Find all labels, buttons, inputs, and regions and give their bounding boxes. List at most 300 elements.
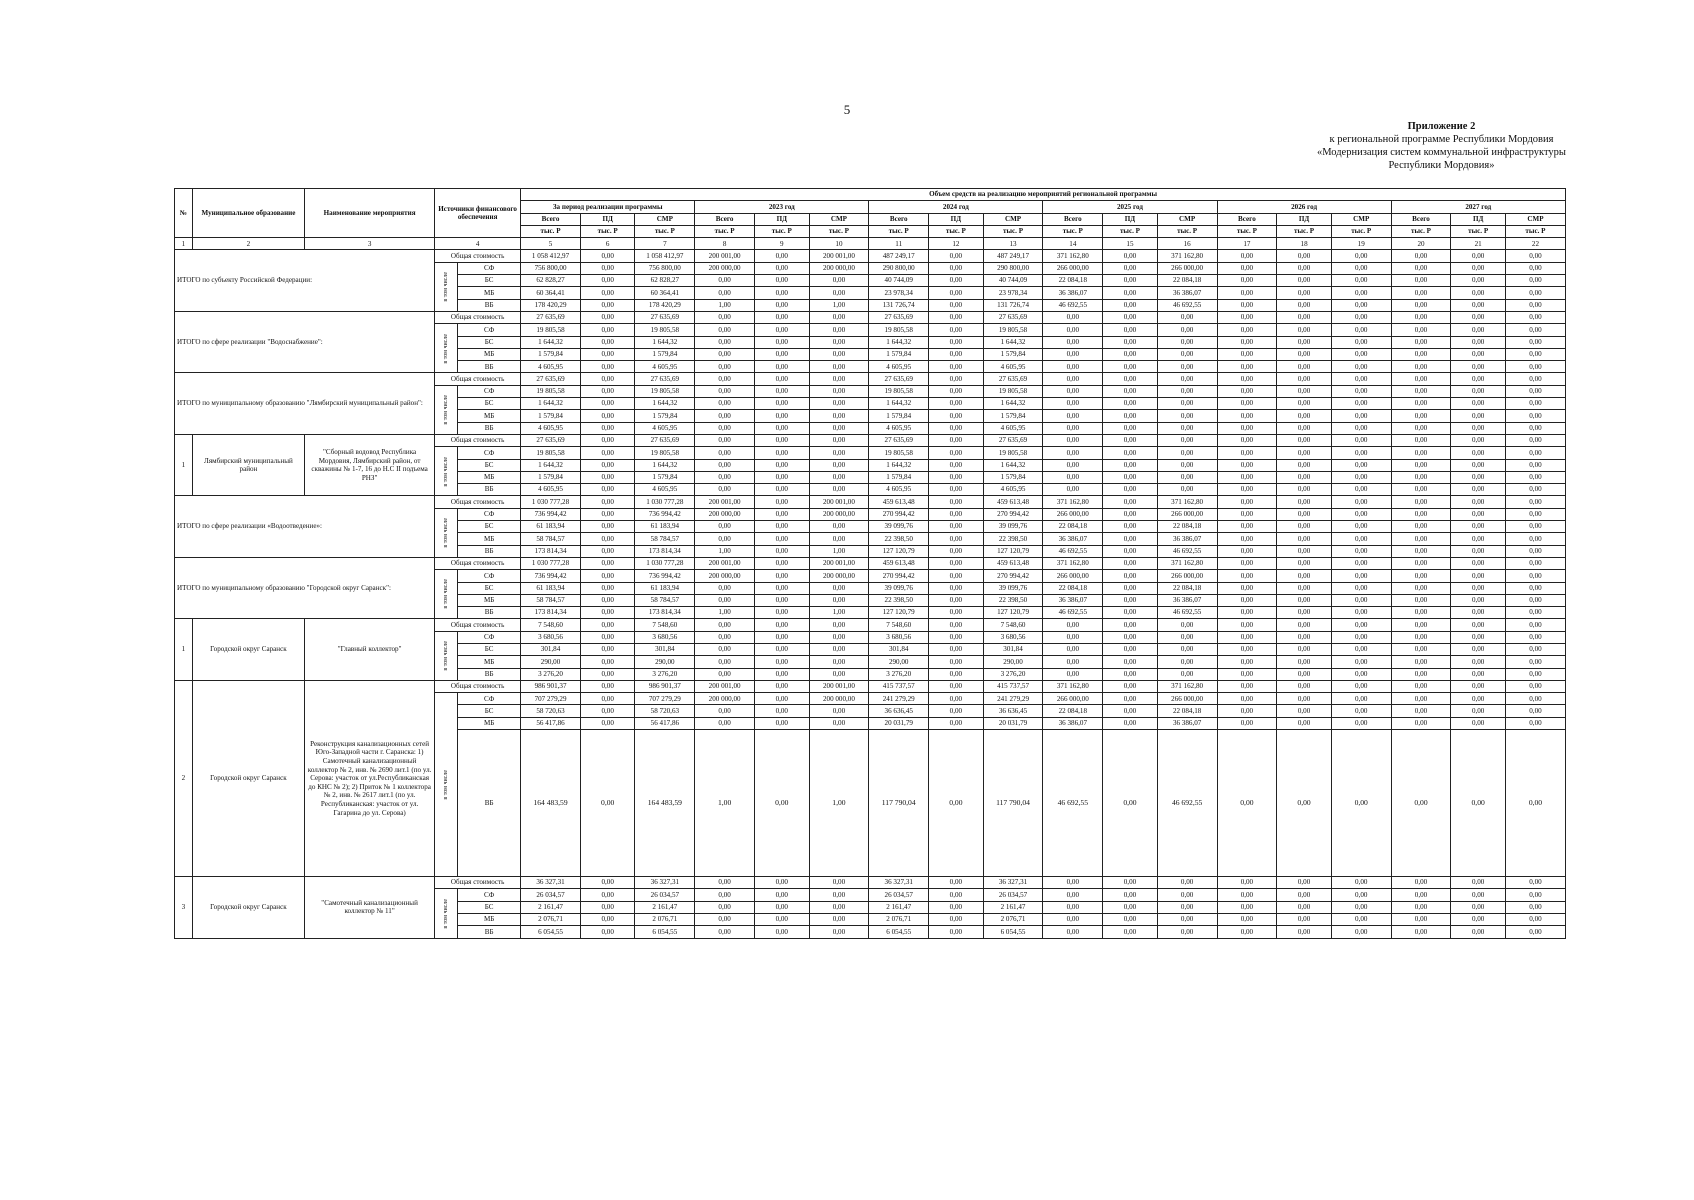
value-cell: 0,00 [1505, 545, 1565, 557]
value-cell: 60 364,41 [635, 287, 695, 299]
incl-label [435, 631, 458, 680]
value-cell: 39 099,76 [869, 582, 929, 594]
value-cell: 0,00 [1043, 643, 1103, 655]
value-cell: 36 386,07 [1157, 594, 1217, 606]
value-cell: 0,00 [809, 336, 869, 348]
value-cell: 1 644,32 [635, 336, 695, 348]
value-cell: 0,00 [1157, 631, 1217, 643]
incl-label-text: в том числе [443, 395, 450, 425]
value-cell: 0,00 [1277, 398, 1332, 410]
value-cell: 0,00 [1277, 889, 1332, 901]
source-label: МБ [458, 656, 521, 668]
period-header: За период реализации программы [521, 201, 695, 213]
value-cell: 0,00 [809, 656, 869, 668]
value-cell: 0,00 [1043, 398, 1103, 410]
value-cell: 459 613,48 [983, 496, 1043, 508]
value-cell: 270 994,42 [869, 570, 929, 582]
value-cell: 0,00 [1331, 877, 1391, 889]
value-cell: 266 000,00 [1043, 570, 1103, 582]
source-label: СФ [458, 262, 521, 274]
value-cell: 266 000,00 [1157, 508, 1217, 520]
value-cell: 0,00 [695, 643, 755, 655]
value-cell: 301,84 [521, 643, 581, 655]
value-cell: 0,00 [1391, 693, 1451, 705]
value-cell: 0,00 [755, 324, 810, 336]
value-cell: 0,00 [580, 373, 635, 385]
value-cell: 0,00 [1331, 901, 1391, 913]
value-cell: 0,00 [1505, 410, 1565, 422]
value-cell: 0,00 [580, 668, 635, 680]
value-cell: 371 162,80 [1157, 557, 1217, 569]
value-cell: 0,00 [809, 459, 869, 471]
incl-label [435, 385, 458, 434]
value-cell: 0,00 [1451, 889, 1506, 901]
value-cell: 0,00 [1103, 385, 1158, 397]
value-cell: 0,00 [809, 889, 869, 901]
value-cell: 0,00 [1277, 311, 1332, 323]
value-cell: 0,00 [1451, 434, 1506, 446]
value-cell: 0,00 [1277, 730, 1332, 877]
value-cell: 0,00 [929, 643, 984, 655]
value-cell: 0,00 [1043, 877, 1103, 889]
value-cell: 62 828,27 [521, 275, 581, 287]
incl-label-text: в том числе [443, 579, 450, 610]
value-cell: 0,00 [1103, 398, 1158, 410]
value-cell: 58 720,63 [635, 705, 695, 717]
source-label: МБ [458, 471, 521, 483]
value-cell: 1,00 [809, 299, 869, 311]
value-cell: 6 054,55 [983, 926, 1043, 938]
value-cell: 0,00 [1157, 656, 1217, 668]
value-cell: 0,00 [1103, 496, 1158, 508]
value-cell: 0,00 [755, 656, 810, 668]
incl-label-text: в том числе [443, 769, 450, 800]
value-cell: 0,00 [1451, 250, 1506, 262]
value-cell: 0,00 [929, 398, 984, 410]
column-number: 6 [580, 238, 635, 250]
value-cell: 0,00 [580, 693, 635, 705]
value-cell: 0,00 [1451, 545, 1506, 557]
source-label: МБ [458, 594, 521, 606]
value-cell: 0,00 [1277, 250, 1332, 262]
value-cell: 0,00 [929, 557, 984, 569]
value-cell: 0,00 [1451, 361, 1506, 373]
value-cell: 22 084,18 [1157, 275, 1217, 287]
municipality-name: Городской округ Саранск [192, 619, 304, 680]
value-cell: 0,00 [1277, 275, 1332, 287]
unit-header: тыс. Р [635, 225, 695, 237]
value-cell: 0,00 [929, 262, 984, 274]
value-cell: 0,00 [1451, 877, 1506, 889]
value-cell: 1 579,84 [521, 348, 581, 360]
value-cell: 0,00 [1043, 631, 1103, 643]
incl-label-text: в том числе [443, 456, 450, 487]
unit-header: тыс. Р [1451, 225, 1506, 237]
column-number: 8 [695, 238, 755, 250]
value-cell: 19 805,58 [983, 324, 1043, 336]
value-cell: 371 162,80 [1043, 496, 1103, 508]
value-cell: 0,00 [755, 607, 810, 619]
value-cell: 0,00 [755, 484, 810, 496]
value-cell: 0,00 [1277, 656, 1332, 668]
value-cell: 0,00 [580, 385, 635, 397]
value-cell: 0,00 [1391, 913, 1451, 925]
value-cell: 459 613,48 [869, 496, 929, 508]
value-cell: 200 001,00 [695, 496, 755, 508]
value-cell: 200 000,00 [809, 262, 869, 274]
value-cell: 0,00 [1103, 250, 1158, 262]
table-row [175, 557, 1566, 569]
col-measure-header: Наименование мероприятия [305, 189, 435, 238]
value-cell: 0,00 [1505, 570, 1565, 582]
value-cell: 0,00 [1217, 361, 1277, 373]
value-cell: 0,00 [1157, 410, 1217, 422]
value-cell: 0,00 [1505, 668, 1565, 680]
value-cell: 0,00 [755, 619, 810, 631]
value-cell: 371 162,80 [1043, 680, 1103, 692]
value-cell: 0,00 [929, 668, 984, 680]
value-cell: 0,00 [1277, 262, 1332, 274]
value-cell: 1,00 [695, 299, 755, 311]
value-cell: 0,00 [1277, 545, 1332, 557]
value-cell: 0,00 [580, 459, 635, 471]
value-cell: 0,00 [1505, 299, 1565, 311]
value-cell: 0,00 [755, 913, 810, 925]
value-cell: 0,00 [695, 926, 755, 938]
value-cell: 0,00 [1217, 680, 1277, 692]
value-cell: 58 720,63 [521, 705, 581, 717]
value-cell: 0,00 [809, 717, 869, 729]
value-cell: 0,00 [1505, 889, 1565, 901]
value-cell: 0,00 [1391, 262, 1451, 274]
value-cell: 0,00 [755, 422, 810, 434]
value-cell: 1 579,84 [983, 410, 1043, 422]
value-cell: 0,00 [1217, 398, 1277, 410]
value-cell: 0,00 [580, 901, 635, 913]
value-cell: 0,00 [1157, 422, 1217, 434]
value-cell: 0,00 [695, 889, 755, 901]
value-cell: 0,00 [929, 545, 984, 557]
value-cell: 200 000,00 [695, 693, 755, 705]
value-cell: 0,00 [1391, 643, 1451, 655]
source-label: МБ [458, 913, 521, 925]
value-cell: 27 635,69 [521, 434, 581, 446]
value-cell: 0,00 [1451, 656, 1506, 668]
value-cell: 0,00 [695, 361, 755, 373]
value-cell: 0,00 [1451, 336, 1506, 348]
value-cell: 0,00 [1451, 680, 1506, 692]
sub-header: СМР [983, 213, 1043, 225]
value-cell: 0,00 [695, 619, 755, 631]
value-cell: 1 644,32 [869, 459, 929, 471]
appendix-caption [1317, 120, 1566, 172]
value-cell: 0,00 [1451, 484, 1506, 496]
unit-header: тыс. Р [695, 225, 755, 237]
value-cell: 39 099,76 [983, 521, 1043, 533]
value-cell: 0,00 [809, 877, 869, 889]
value-cell: 0,00 [580, 656, 635, 668]
value-cell: 0,00 [1043, 926, 1103, 938]
source-label: ВБ [458, 299, 521, 311]
value-cell: 0,00 [1451, 373, 1506, 385]
value-cell: 0,00 [1391, 508, 1451, 520]
value-cell: 0,00 [929, 287, 984, 299]
value-cell: 0,00 [1505, 557, 1565, 569]
value-cell: 459 613,48 [869, 557, 929, 569]
value-cell: 0,00 [695, 410, 755, 422]
value-cell: 0,00 [1103, 447, 1158, 459]
value-cell: 0,00 [580, 680, 635, 692]
total-cost-label: Общая стоимость [435, 877, 521, 889]
value-cell: 0,00 [1043, 410, 1103, 422]
value-cell: 0,00 [1331, 311, 1391, 323]
value-cell: 266 000,00 [1157, 570, 1217, 582]
value-cell: 0,00 [695, 287, 755, 299]
value-cell: 0,00 [1103, 348, 1158, 360]
value-cell: 0,00 [755, 348, 810, 360]
value-cell: 0,00 [1331, 656, 1391, 668]
value-cell: 19 805,58 [983, 447, 1043, 459]
column-number: 4 [435, 238, 521, 250]
value-cell: 0,00 [1391, 570, 1451, 582]
value-cell: 0,00 [1391, 619, 1451, 631]
value-cell: 0,00 [1217, 299, 1277, 311]
value-cell: 0,00 [809, 361, 869, 373]
value-cell: 0,00 [809, 422, 869, 434]
table-row [175, 877, 1566, 889]
value-cell: 1 058 412,97 [521, 250, 581, 262]
column-number: 3 [305, 238, 435, 250]
value-cell: 270 994,42 [983, 570, 1043, 582]
value-cell: 0,00 [580, 447, 635, 459]
value-cell: 0,00 [929, 336, 984, 348]
value-cell: 0,00 [1277, 901, 1332, 913]
unit-header: тыс. Р [1157, 225, 1217, 237]
value-cell: 0,00 [1103, 459, 1158, 471]
value-cell: 0,00 [1331, 348, 1391, 360]
value-cell: 0,00 [1451, 422, 1506, 434]
value-cell: 0,00 [580, 262, 635, 274]
value-cell: 0,00 [1505, 631, 1565, 643]
source-label: СФ [458, 324, 521, 336]
value-cell: 0,00 [1391, 299, 1451, 311]
value-cell: 4 605,95 [983, 361, 1043, 373]
value-cell: 0,00 [1157, 398, 1217, 410]
table-row [175, 680, 1566, 692]
value-cell: 0,00 [1217, 311, 1277, 323]
value-cell: 0,00 [1331, 680, 1391, 692]
value-cell: 200 000,00 [809, 693, 869, 705]
value-cell: 36 386,07 [1043, 533, 1103, 545]
value-cell: 22 084,18 [1157, 705, 1217, 717]
value-cell: 36 386,07 [1157, 287, 1217, 299]
value-cell: 0,00 [1505, 693, 1565, 705]
value-cell: 0,00 [1391, 656, 1451, 668]
value-cell: 0,00 [809, 484, 869, 496]
source-label: ВБ [458, 668, 521, 680]
value-cell: 1,00 [809, 607, 869, 619]
value-cell: 4 605,95 [869, 484, 929, 496]
value-cell: 0,00 [929, 901, 984, 913]
value-cell: 3 680,56 [983, 631, 1043, 643]
value-cell: 200 001,00 [809, 496, 869, 508]
value-cell: 0,00 [1505, 705, 1565, 717]
value-cell: 0,00 [755, 730, 810, 877]
value-cell: 290,00 [521, 656, 581, 668]
value-cell: 0,00 [1157, 643, 1217, 655]
value-cell: 0,00 [1331, 705, 1391, 717]
value-cell: 0,00 [1505, 250, 1565, 262]
value-cell: 0,00 [1217, 901, 1277, 913]
value-cell: 0,00 [809, 311, 869, 323]
incl-label [435, 447, 458, 496]
value-cell: 40 744,09 [983, 275, 1043, 287]
value-cell: 0,00 [1505, 619, 1565, 631]
value-cell: 290,00 [983, 656, 1043, 668]
value-cell: 36 327,31 [869, 877, 929, 889]
value-cell: 0,00 [1277, 287, 1332, 299]
value-cell: 46 692,55 [1157, 730, 1217, 877]
value-cell: 0,00 [1103, 410, 1158, 422]
value-cell: 0,00 [929, 582, 984, 594]
value-cell: 200 001,00 [695, 680, 755, 692]
value-cell: 0,00 [1217, 471, 1277, 483]
value-cell: 0,00 [929, 275, 984, 287]
value-cell: 0,00 [1451, 913, 1506, 925]
value-cell: 0,00 [1505, 361, 1565, 373]
value-cell: 27 635,69 [983, 311, 1043, 323]
value-cell: 0,00 [1331, 496, 1391, 508]
value-cell: 0,00 [695, 656, 755, 668]
value-cell: 0,00 [755, 373, 810, 385]
value-cell: 26 034,57 [521, 889, 581, 901]
value-cell: 1 030 777,28 [635, 557, 695, 569]
value-cell: 707 279,29 [521, 693, 581, 705]
value-cell: 0,00 [1217, 496, 1277, 508]
value-cell: 0,00 [755, 508, 810, 520]
value-cell: 173 814,34 [635, 607, 695, 619]
value-cell: 1 579,84 [521, 471, 581, 483]
value-cell: 0,00 [1505, 471, 1565, 483]
value-cell: 0,00 [580, 705, 635, 717]
value-cell: 0,00 [1217, 508, 1277, 520]
value-cell: 0,00 [929, 361, 984, 373]
value-cell: 0,00 [1277, 324, 1332, 336]
value-cell: 46 692,55 [1157, 545, 1217, 557]
value-cell: 178 420,29 [521, 299, 581, 311]
value-cell: 2 161,47 [635, 901, 695, 913]
value-cell: 0,00 [1277, 385, 1332, 397]
value-cell: 756 800,00 [635, 262, 695, 274]
value-cell: 0,00 [929, 348, 984, 360]
value-cell: 0,00 [1157, 361, 1217, 373]
value-cell: 0,00 [1217, 275, 1277, 287]
value-cell: 0,00 [755, 570, 810, 582]
sub-header: Всего [869, 213, 929, 225]
value-cell: 3 680,56 [521, 631, 581, 643]
value-cell: 46 692,55 [1043, 545, 1103, 557]
value-cell: 0,00 [1451, 496, 1506, 508]
value-cell: 0,00 [929, 373, 984, 385]
value-cell: 0,00 [580, 250, 635, 262]
value-cell: 0,00 [1103, 607, 1158, 619]
value-cell: 0,00 [1277, 533, 1332, 545]
value-cell: 0,00 [1277, 705, 1332, 717]
value-cell: 0,00 [1331, 299, 1391, 311]
value-cell: 164 483,59 [521, 730, 581, 877]
value-cell: 3 276,20 [521, 668, 581, 680]
municipality-name: Городской округ Саранск [192, 680, 304, 876]
value-cell: 0,00 [580, 287, 635, 299]
value-cell: 0,00 [1391, 631, 1451, 643]
value-cell: 0,00 [1103, 336, 1158, 348]
source-label: ВБ [458, 926, 521, 938]
value-cell: 0,00 [1217, 262, 1277, 274]
value-cell: 241 279,29 [869, 693, 929, 705]
value-cell: 7 548,60 [869, 619, 929, 631]
value-cell: 0,00 [1157, 459, 1217, 471]
value-cell: 58 784,57 [521, 594, 581, 606]
value-cell: 0,00 [1331, 262, 1391, 274]
value-cell: 0,00 [755, 385, 810, 397]
value-cell: 270 994,42 [983, 508, 1043, 520]
value-cell: 0,00 [1277, 459, 1332, 471]
value-cell: 0,00 [1505, 275, 1565, 287]
value-cell: 0,00 [1331, 926, 1391, 938]
value-cell: 0,00 [1451, 299, 1506, 311]
value-cell: 0,00 [1331, 484, 1391, 496]
value-cell: 0,00 [580, 422, 635, 434]
value-cell: 0,00 [1505, 422, 1565, 434]
municipality-name: Лямбирский муниципальный район [192, 434, 304, 495]
value-cell: 27 635,69 [869, 311, 929, 323]
value-cell: 4 605,95 [635, 422, 695, 434]
value-cell: 0,00 [695, 631, 755, 643]
value-cell: 266 000,00 [1043, 693, 1103, 705]
value-cell: 0,00 [1217, 521, 1277, 533]
value-cell: 2 076,71 [983, 913, 1043, 925]
value-cell: 0,00 [755, 926, 810, 938]
incl-label [435, 508, 458, 557]
value-cell: 0,00 [1451, 275, 1506, 287]
value-cell: 27 635,69 [635, 434, 695, 446]
source-label: БС [458, 398, 521, 410]
value-cell: 0,00 [1505, 521, 1565, 533]
value-cell: 1 030 777,28 [635, 496, 695, 508]
source-label: МБ [458, 533, 521, 545]
value-cell: 0,00 [1043, 913, 1103, 925]
value-cell: 0,00 [1331, 361, 1391, 373]
value-cell: 0,00 [755, 705, 810, 717]
value-cell: 0,00 [1505, 643, 1565, 655]
source-label: ВБ [458, 361, 521, 373]
value-cell: 19 805,58 [983, 385, 1043, 397]
value-cell: 19 805,58 [869, 447, 929, 459]
value-cell: 0,00 [929, 913, 984, 925]
value-cell: 22 084,18 [1157, 521, 1217, 533]
value-cell: 0,00 [809, 471, 869, 483]
source-label: БС [458, 336, 521, 348]
value-cell: 0,00 [580, 619, 635, 631]
value-cell: 0,00 [1277, 557, 1332, 569]
value-cell: 0,00 [929, 311, 984, 323]
value-cell: 0,00 [755, 250, 810, 262]
value-cell: 0,00 [1391, 287, 1451, 299]
value-cell: 0,00 [1277, 631, 1332, 643]
value-cell: 1 644,32 [521, 336, 581, 348]
value-cell: 0,00 [1277, 447, 1332, 459]
value-cell: 26 034,57 [635, 889, 695, 901]
